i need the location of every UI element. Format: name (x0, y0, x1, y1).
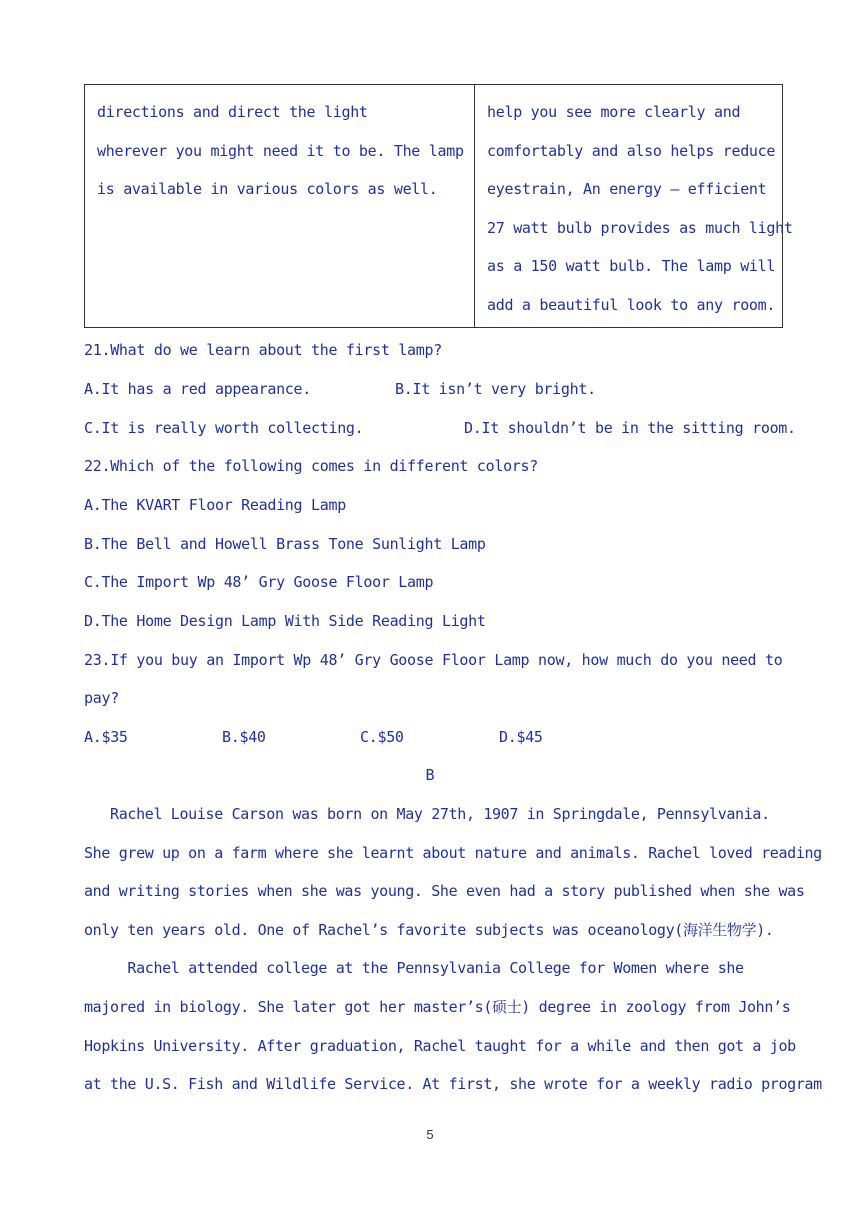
paragraph-2-line-3: Hopkins University. After graduation, Rachel taught for a while and then got a job (84, 1037, 796, 1055)
table-right-line-4: 27 watt bulb provides as much light (487, 218, 793, 237)
page-number: 5 (426, 1127, 434, 1142)
question-22-option-c: C.The Import Wp 48’ Gry Goose Floor Lamp (84, 573, 434, 591)
paragraph-1-line-3: and writing stories when she was young. She even had a story published when she was (84, 882, 805, 900)
paragraph-2-line-4: at the U.S. Fish and Wildlife Service. At first, she wrote for a weekly radio program (84, 1075, 822, 1093)
question-23-option-b: B.$40 (222, 728, 266, 746)
table-right-line-5: as a 150 watt bulb. The lamp will (487, 257, 776, 276)
question-21-stem: 21.What do we learn about the first lamp? (84, 341, 442, 359)
paragraph-1-line-4: only ten years old. One of Rachel’s favorite subjects was oceanology(海洋生物学). (84, 921, 774, 939)
question-23-option-d: D.$45 (499, 728, 543, 746)
question-23-stem-line-1: 23.If you buy an Import Wp 48’ Gry Goose Floor Lamp now, how much do you need to (84, 651, 783, 669)
section-b-heading: B (425, 766, 435, 784)
table-left-line-3: is available in various colors as well. (97, 180, 438, 199)
paragraph-1-line-2: She grew up on a farm where she learnt about nature and animals. Rachel loved reading (84, 844, 822, 862)
table-cell-right (475, 85, 793, 327)
table-right-line-2: comfortably and also helps reduce (487, 141, 776, 160)
table-right-line-1: help you see more clearly and (487, 103, 741, 121)
table-cell-left (85, 85, 475, 327)
paragraph-2-line-1: Rachel attended college at the Pennsylvania College for Women where she (84, 959, 744, 977)
table-left-line-1: directions and direct the light (97, 103, 368, 121)
question-23-option-c: C.$50 (360, 728, 404, 746)
question-23-stem-line-2: pay? (84, 689, 119, 707)
table-left-line-2: wherever you might need it to be. The lamp (97, 141, 464, 160)
question-22-option-b: B.The Bell and Howell Brass Tone Sunlight Lamp (84, 535, 486, 553)
question-21-option-d: D.It shouldn’t be in the sitting room. (464, 419, 796, 437)
table-right-line-3: eyestrain, An energy – efficient (487, 180, 767, 199)
lamp-description-table (84, 84, 793, 328)
paragraph-1-line-1: Rachel Louise Carson was born on May 27th, 1907 in Springdale, Pennsylvania. (84, 805, 770, 823)
table-right-line-6: add a beautiful look to any room. (487, 295, 776, 314)
paragraph-2-line-2: majored in biology. She later got her master’s(硕士) degree in zoology from John’s (84, 998, 791, 1016)
question-22-option-a: A.The KVART Floor Reading Lamp (84, 496, 346, 514)
question-21-option-a: A.It has a red appearance. (84, 380, 312, 398)
question-22-option-d: D.The Home Design Lamp With Side Reading Light (84, 612, 486, 630)
question-21-option-b: B.It isn’t very bright. (395, 380, 596, 398)
question-22-stem: 22.Which of the following comes in different colors? (84, 457, 539, 475)
question-21-option-c: C.It is really worth collecting. (84, 419, 364, 437)
question-23-option-a: A.$35 (84, 728, 128, 746)
